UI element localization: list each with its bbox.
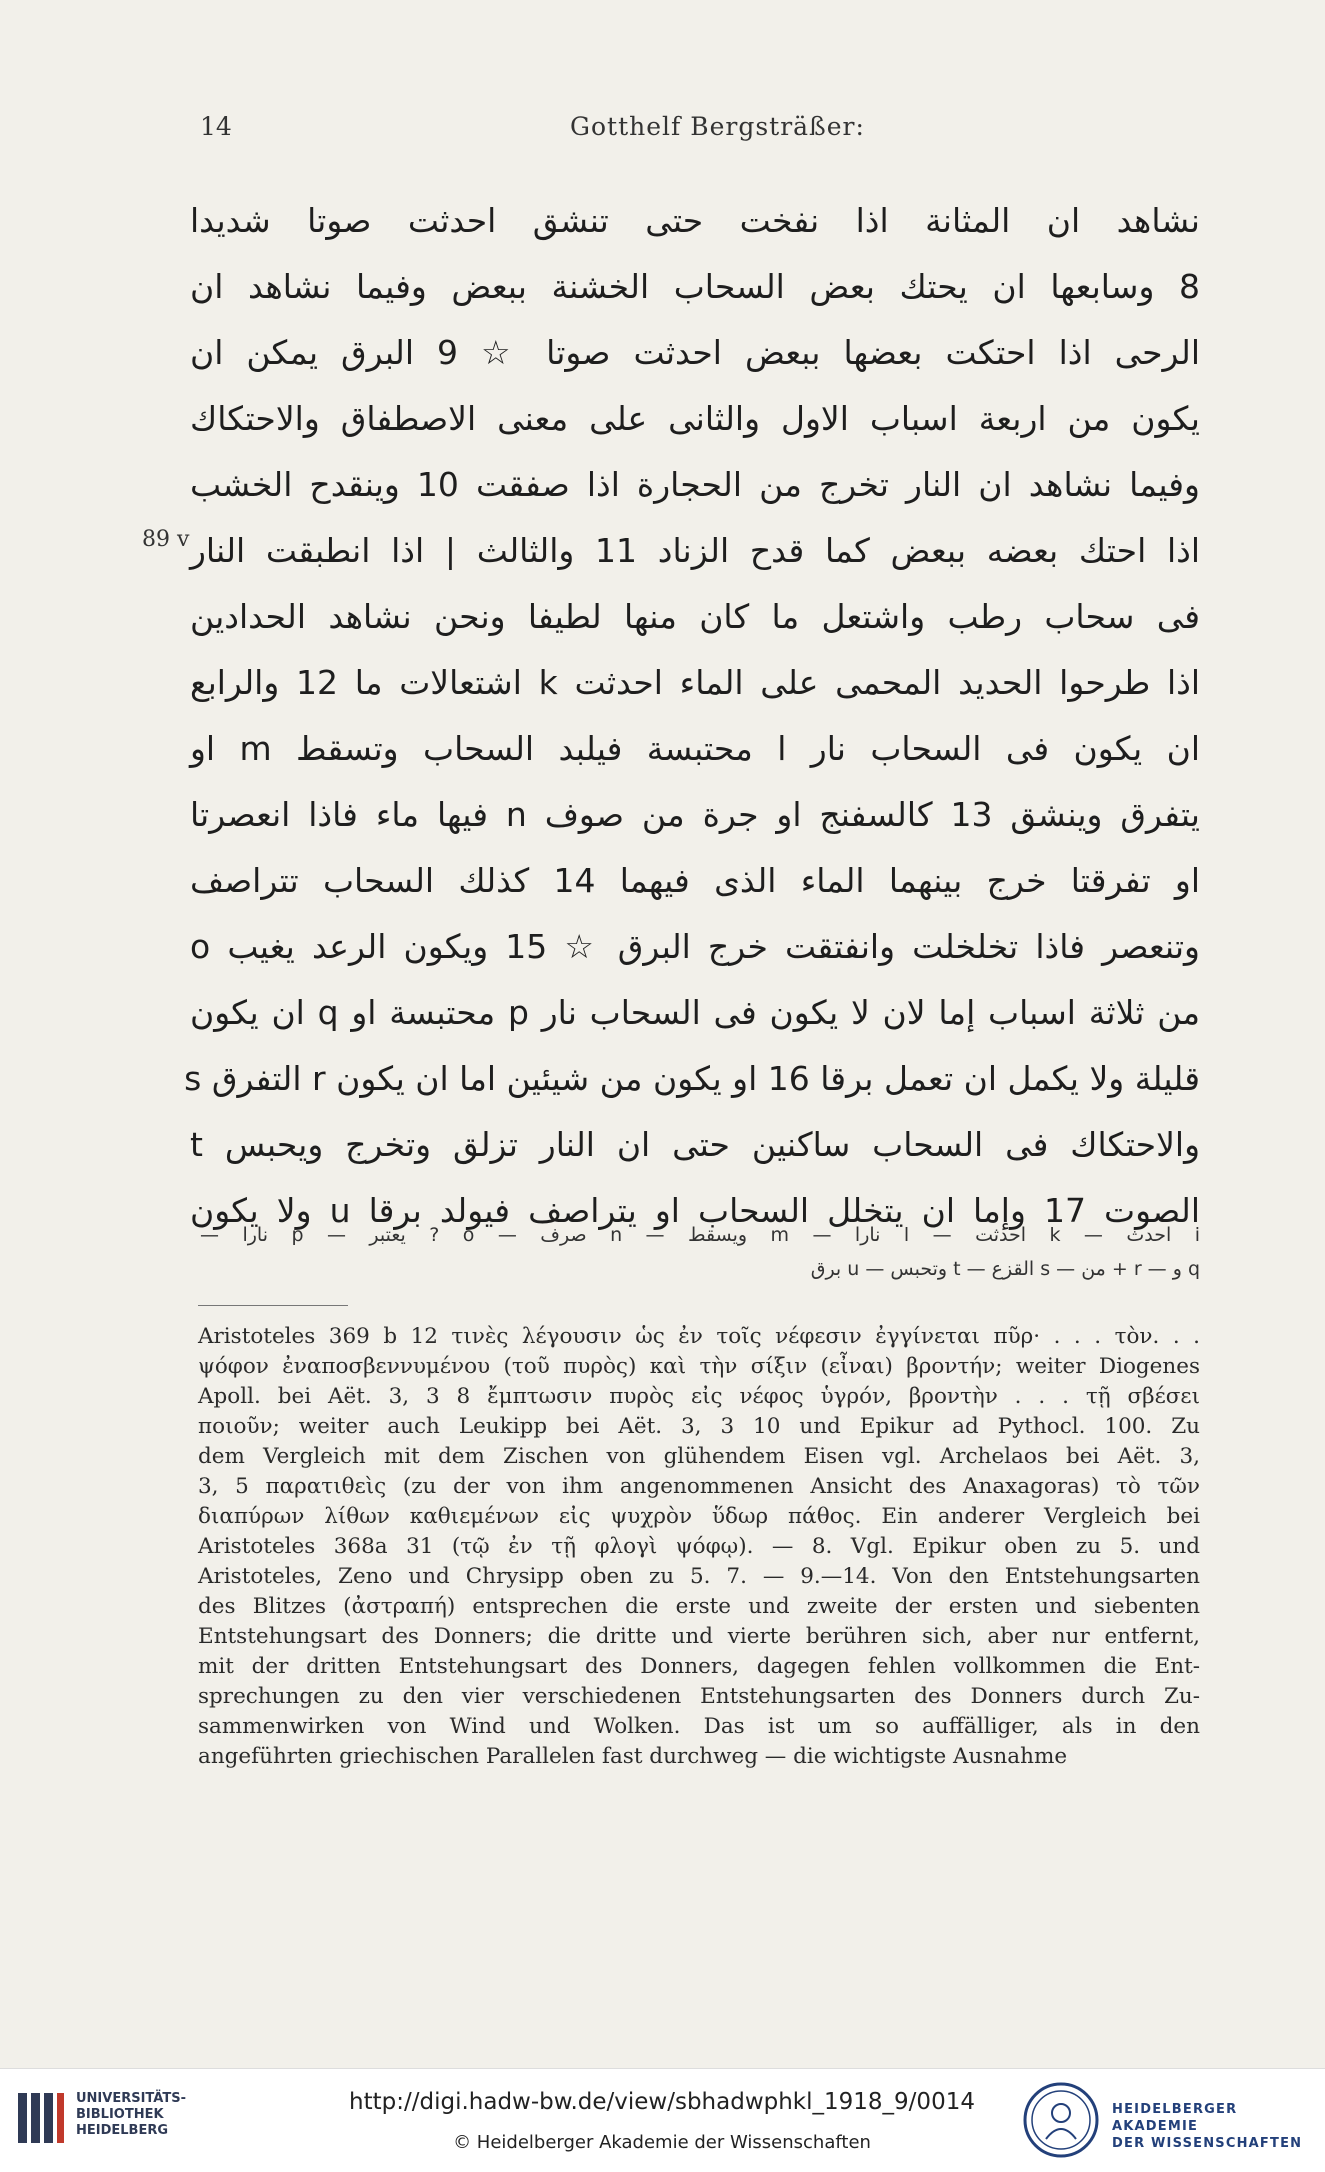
arabic-line: من ثلاثة اسباب إما لان لا يكون فى السحاب نار p محتبسة او q ان يكون [190, 993, 1201, 1032]
commentary-line: 3, 5 παρατιθεὶς (zu der von ihm angenommenen Ansicht des Anaxagoras) τὸ τῶν [198, 1474, 1200, 1499]
arabic-line: وفيما نشاهد ان النار تخرج من الحجارة اذا صفقت 10 وينقدح الخشب [190, 465, 1200, 504]
page-number: 14 [200, 112, 232, 141]
arabic-text-block [184, 188, 1201, 1244]
viewer-footer [0, 2068, 1325, 2172]
running-head [200, 112, 1195, 152]
commentary-line: Entstehungsart des Donners; die dritte und vierte berühren sich, aber nur entfernt, [198, 1624, 1200, 1649]
library-logo-icon [18, 2093, 64, 2143]
commentary-line: sammenwirken von Wind und Wolken. Das ist um so auffälliger, als in den [198, 1714, 1200, 1739]
arabic-line: قليلة ولا يكمل ان تعمل برقا 16 او يكون من شيئين اما ان يكون r التفرق s [184, 1059, 1200, 1098]
commentary-line: ποιοῦν; weiter auch Leukipp bei Aët. 3, 3 10 und Epikur ad Pythocl. 100. Zu [198, 1414, 1200, 1439]
university-library-logo[interactable] [18, 2087, 186, 2157]
arabic-line: يتفرق وينشق 13 كالسفنج او جرة من صوف n فيها ماء فاذا انعصرتا [190, 795, 1200, 834]
arabic-line: الصوت 17 وإما ان يتخلل السحاب او يتراصف فيولد برقا u ولا يكون [190, 1191, 1200, 1230]
arabic-line: الرحى اذا احتكت بعضها ببعض احدثت صوتا ☆ 9 البرق يمكن ان [190, 333, 1200, 372]
arabic-line: فى سحاب رطب واشتعل ما كان منها لطيفا ونحن نشاهد الحدادين [190, 597, 1200, 636]
commentary-line: mit der dritten Entstehungsart des Donners, dagegen fehlen vollkommen die Ent- [198, 1654, 1200, 1679]
academy-logo-text: HEIDELBERGER AKADEMIE DER WISSENSCHAFTEN [1112, 2102, 1303, 2151]
commentary-line: ψόφον ἐναποσβεννυμένου (τοῦ πυρὸς) καὶ τὴν σίξιν (εἶναι) βροντήν; weiter Diogenes [198, 1354, 1200, 1379]
academy-logo[interactable] [1022, 2081, 1312, 2161]
commentary-line: Apoll. bei Aët. 3, 3 8 ἔμπτωσιν πυρὸς εἰς νέφος ὑγρόν, βροντὴν . . . τῇ σβέσει [198, 1384, 1200, 1409]
commentary-line: διαπύρων λίθων καθιεμένων εἰς ψυχρὸν ὕδωρ πάθος. Ein anderer Vergleich bei [198, 1504, 1200, 1529]
permalink-url[interactable]: http://digi.hadw-bw.de/view/sbhadwphkl_1918_9/0014 [349, 2089, 975, 2115]
commentary-line: sprechungen zu den vier verschiedenen Entstehungsarten des Donners durch Zu- [198, 1684, 1200, 1709]
arabic-line: يكون من اربعة اسباب الاول والثانى على معنى الاصطفاق والاحتكاك [190, 399, 1200, 438]
apparatus-line: q و — r + من — s القزع — t وتحبس — u برق [810, 1258, 1200, 1280]
commentary-line: Aristoteles 369 b 12 τινὲς λέγουσιν ὡς ἐν τοῖς νέφεσιν ἐγγίνεται πῦρ· . . . τὸν. . . [198, 1324, 1200, 1349]
commentary-line: dem Vergleich mit dem Zischen von glühendem Eisen vgl. Archelaos bei Aët. 3, [198, 1444, 1200, 1469]
library-logo-text: UNIVERSITÄTS- BIBLIOTHEK HEIDELBERG [76, 2091, 186, 2138]
academy-seal-icon [1022, 2081, 1100, 2159]
arabic-line: نشاهد ان المثانة اذا نفخت حتى تنشق احدثت صوتا شديدا [190, 201, 1200, 240]
apparatus-line: i احدث — k احدثت — l نارا — m ويسقط — n صرف — o ? يعتبر — p نارا — [200, 1224, 1200, 1246]
arabic-line: والاحتكاك فى السحاب ساكنين حتى ان النار تزلق وتخرج ويحبس t [190, 1125, 1200, 1164]
arabic-line: 8 وسابعها ان يحتك بعض السحاب الخشنة ببعض وفيما نشاهد ان [190, 267, 1200, 306]
commentary-line: Aristoteles, Zeno und Chrysipp oben zu 5. 7. — 9.—14. Von den Entstehungsarten [198, 1564, 1200, 1589]
critical-apparatus [200, 1218, 1200, 1286]
margin-folio-note: 89 v [142, 527, 190, 552]
running-head-author: Gotthelf Bergsträßer: [570, 112, 865, 141]
commentary-line: angeführten griechischen Parallelen fast durchweg — die wichtigste Ausnahme [198, 1744, 1068, 1769]
commentary-line: Aristoteles 368a 31 (τῷ ἐν τῇ φλογὶ ψόφῳ). — 8. Vgl. Epikur oben zu 5. und [198, 1534, 1200, 1559]
arabic-line: ان يكون فى السحاب نار l محتبسة فيلبد السحاب وتسقط m او [190, 729, 1200, 768]
commentary-line: des Blitzes (ἀστραπή) entsprechen die erste und zweite der ersten und siebenten [198, 1594, 1200, 1619]
copyright-notice: © Heidelberger Akademie der Wissenschaften [453, 2132, 871, 2153]
arabic-line: وتنعصر فاذا تخلخلت وانفتقت خرج البرق ☆ 15 ويكون الرعد يغيب o [190, 927, 1200, 966]
footnote-divider [198, 1305, 348, 1306]
commentary-block [198, 1322, 1200, 1772]
arabic-line: اذا طرحوا الحديد المحمى على الماء احدثت k اشتعالات ما 12 والرابع [190, 663, 1201, 702]
arabic-line: او تفرقتا خرج بينهما الماء الذى فيهما 14 كذلك السحاب تتراصف [190, 861, 1200, 900]
arabic-line: اذا احتك بعضه ببعض كما قدح الزناد 11 والثالث | اذا انطبقت النار [190, 531, 1200, 570]
